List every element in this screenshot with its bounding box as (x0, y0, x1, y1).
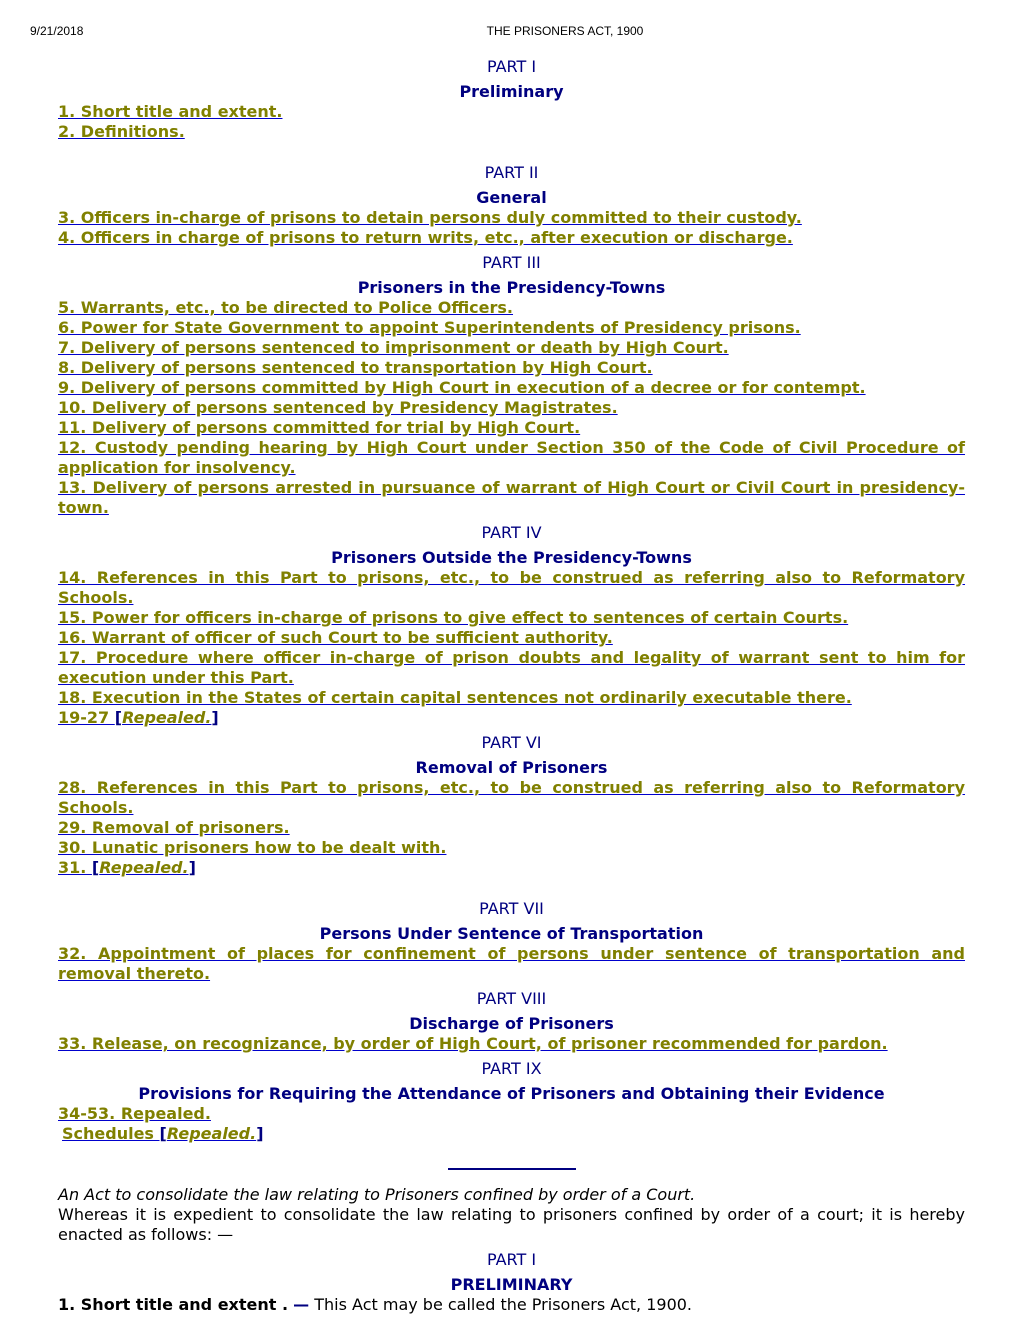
toc-link-schedules[interactable] (58, 1124, 965, 1144)
repealed-word: Repealed. (99, 858, 189, 877)
section-1 (58, 1295, 965, 1315)
toc-link-repealed[interactable] (58, 708, 965, 728)
toc-link[interactable]: 15. Power for officers in-charge of prisons to give effect to sentences of certain Courts. (58, 608, 849, 627)
bracket-open: [ (114, 708, 123, 727)
repealed-word: Repealed. (122, 708, 212, 727)
toc-link[interactable]: 34-53. Repealed. (58, 1104, 211, 1123)
separator (58, 1144, 965, 1182)
toc-link[interactable]: 5. Warrants, etc., to be directed to Police Officers. (58, 298, 514, 317)
toc-link[interactable]: 33. Release, on recognizance, by order of High Court, of prisoner recommended for pardon. (58, 1034, 888, 1053)
toc-link[interactable]: 14. References in this Part to prisons, etc., to be construed as referring also to Reformatory Schools. (58, 568, 965, 607)
print-header (0, 24, 1020, 40)
toc-part-label: PART VII (479, 899, 544, 918)
repealed-range: 19-27 (58, 708, 115, 727)
toc-link-repealed[interactable] (58, 858, 965, 878)
toc-link[interactable]: 13. Delivery of persons arrested in pursuance of warrant of High Court or Civil Court in presidency-town. (58, 478, 965, 517)
bracket-close: ] (211, 708, 219, 727)
section-dash: — (293, 1295, 310, 1314)
toc-link[interactable]: 28. References in this Part to prisons, etc., to be construed as referring also to Reformatory Schools. (58, 778, 965, 817)
act-part-label: PART I (486, 1250, 537, 1269)
repealed-word: Repealed. (166, 1124, 257, 1143)
toc-part-label: PART IV (481, 523, 542, 542)
toc-part-heading: Provisions for Requiring the Attendance of Prisoners and Obtaining their Evidence (138, 1084, 885, 1103)
toc-part-heading: Prisoners in the Presidency-Towns (357, 278, 666, 297)
print-title: THE PRISONERS ACT, 1900 (486, 24, 644, 38)
toc-part-label: PART VI (481, 733, 542, 752)
toc-part-label: PART VIII (476, 989, 547, 1008)
toc-link[interactable]: 6. Power for State Government to appoint Superintendents of Presidency prisons. (58, 318, 801, 337)
bracket-open: [ (159, 1124, 167, 1143)
bracket-open: [ (91, 858, 100, 877)
toc-link[interactable]: 3. Officers in-charge of prisons to detain persons duly committed to their custody. (58, 208, 802, 227)
separator-rule (448, 1168, 576, 1170)
toc-part-label: PART III (482, 253, 541, 272)
act-preamble: Whereas it is expedient to consolidate the law relating to prisoners confined by order of a court; it is hereby enacted as follows: — (58, 1205, 965, 1244)
document-content (58, 57, 965, 1315)
toc-part-label: PART II (484, 163, 539, 182)
toc-part-heading: Preliminary (459, 82, 564, 101)
toc-link[interactable]: 11. Delivery of persons committed for trial by High Court. (58, 418, 581, 437)
bracket-close: ] (188, 858, 196, 877)
toc-part-heading: General (476, 188, 547, 207)
schedules-label: Schedules (62, 1124, 160, 1143)
toc-link[interactable]: 18. Execution in the States of certain capital sentences not ordinarily executable there. (58, 688, 852, 707)
toc-link[interactable]: 30. Lunatic prisoners how to be dealt with. (58, 838, 447, 857)
bracket-close: ] (256, 1124, 264, 1143)
toc-part-label: PART I (486, 57, 537, 76)
toc-link[interactable]: 12. Custody pending hearing by High Court under Section 350 of the Code of Civil Procedure of application for insolvency. (58, 438, 965, 477)
toc-link[interactable]: 29. Removal of prisoners. (58, 818, 290, 837)
toc-part-heading: Persons Under Sentence of Transportation (319, 924, 704, 943)
toc-link[interactable]: 17. Procedure where officer in-charge of prison doubts and legality of warrant sent to him for execution under this Part. (58, 648, 965, 687)
toc-link[interactable]: 1. Short title and extent. (58, 102, 283, 121)
section-text: This Act may be called the Prisoners Act, 1900. (314, 1295, 693, 1314)
toc-link[interactable]: 4. Officers in charge of prisons to return writs, etc., after execution or discharge. (58, 228, 793, 247)
repealed-range: 31. (58, 858, 92, 877)
toc-link[interactable]: 7. Delivery of persons sentenced to imprisonment or death by High Court. (58, 338, 729, 357)
toc-part-heading: Removal of Prisoners (415, 758, 608, 777)
toc-link[interactable]: 32. Appointment of places for confinement of persons under sentence of transportation and removal thereto. (58, 944, 965, 983)
section-heading: 1. Short title and extent . (58, 1295, 289, 1314)
toc-link[interactable]: 16. Warrant of officer of such Court to be sufficient authority. (58, 628, 613, 647)
act-part-heading: PRELIMINARY (450, 1275, 573, 1294)
toc-part-label: PART IX (481, 1059, 542, 1078)
toc-link[interactable]: 8. Delivery of persons sentenced to transportation by High Court. (58, 358, 653, 377)
print-date: 9/21/2018 (30, 24, 84, 38)
toc-link[interactable]: 9. Delivery of persons committed by High Court in execution of a decree or for contempt. (58, 378, 866, 397)
act-long-title: An Act to consolidate the law relating to Prisoners confined by order of a Court. (58, 1185, 696, 1204)
toc-link[interactable]: 2. Definitions. (58, 122, 185, 141)
toc-part-heading: Prisoners Outside the Presidency-Towns (331, 548, 692, 567)
toc-link[interactable]: 10. Delivery of persons sentenced by Presidency Magistrates. (58, 398, 618, 417)
toc-part-heading: Discharge of Prisoners (409, 1014, 614, 1033)
